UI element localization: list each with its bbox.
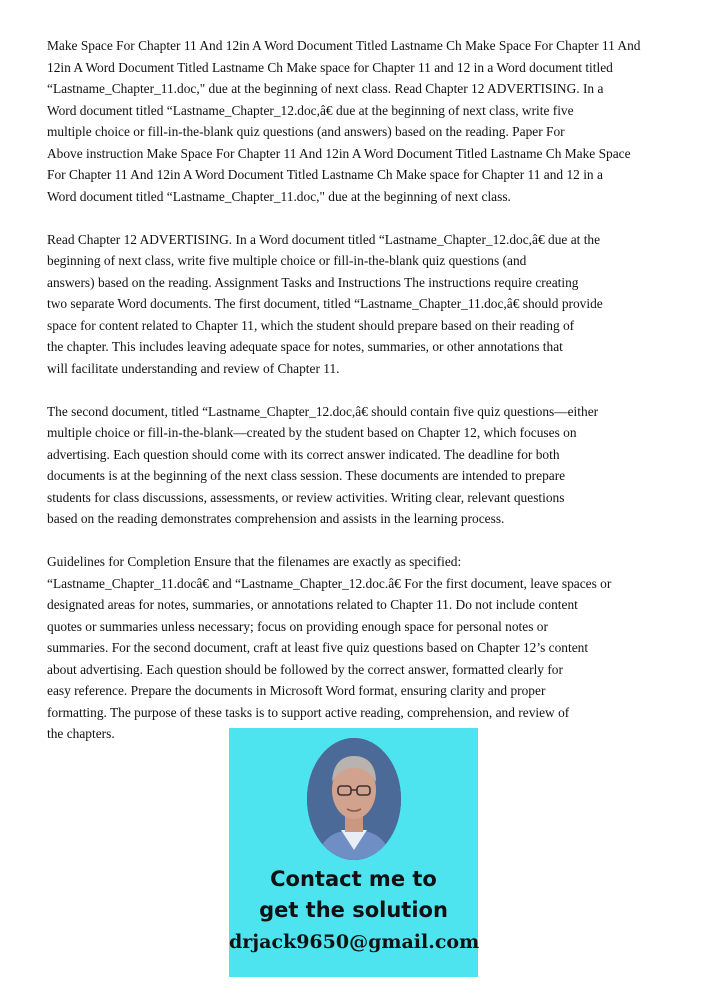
paragraph-3-line: documents is at the beginning of the next class session. These documents are intended to prepare [47, 468, 566, 483]
paragraph-1-line: Word document titled “Lastname_Chapter_12.doc,â€ due at the beginning of next class, write five [47, 102, 574, 118]
paragraph-4-line: designated areas for notes, summaries, or annotations related to Chapter 11. Do not include content [47, 597, 578, 612]
paragraph-4-line: easy reference. Prepare the documents in Microsoft Word format, ensuring clarity and proper [47, 683, 546, 698]
paragraph-4-line: summaries. For the second document, craft at least five quiz questions based on Chapter 12’s content [47, 640, 589, 655]
promo-heading-line1: Contact me to [270, 867, 437, 891]
contact-promo-banner [229, 728, 478, 977]
paragraph-4-line: the chapters. [47, 726, 115, 741]
paragraph-4-line: “Lastname_Chapter_11.docâ€ and “Lastname_Chapter_12.doc.â€ For the first document, leave spaces or [47, 575, 612, 591]
paragraph-1-line: Above instruction Make Space For Chapter 11 And 12in A Word Document Titled Lastname Ch Make Space [47, 145, 631, 161]
paragraph-4-line: about advertising. Each question should be followed by the correct answer, formatted clearly for [47, 661, 563, 677]
paragraph-3-line: multiple choice or fill-in-the-blank—created by the student based on Chapter 12, which focuses on [47, 425, 577, 440]
paragraph-4-line: formatting. The purpose of these tasks is to support active reading, comprehension, and review of [47, 704, 570, 720]
paragraph-1-line: “Lastname_Chapter_11.doc," due at the beginning of next class. Read Chapter 12 ADVERTISING. In a [47, 81, 604, 96]
paragraph-4-line: quotes or summaries unless necessary; focus on providing enough space for personal notes or [47, 618, 548, 634]
paragraph-1-line: Make Space For Chapter 11 And 12in A Word Document Titled Lastname Ch Make Space For Chapter 11 And [47, 38, 641, 53]
paragraph-3-line: students for class discussions, assessments, or review activities. Writing clear, relevant questions [47, 489, 565, 505]
paragraph-2-line: two separate Word documents. The first document, titled “Lastname_Chapter_11.doc,â€ should provide [47, 296, 603, 311]
paragraph-2-line: will facilitate understanding and review of Chapter 11. [47, 360, 340, 376]
paragraph-1-line: 12in A Word Document Titled Lastname Ch Make space for Chapter 11 and 12 in a Word document titled [47, 59, 613, 75]
paragraph-2-line: answers) based on the reading. Assignment Tasks and Instructions The instructions require creating [47, 274, 579, 290]
author-portrait-photo [307, 738, 401, 860]
promo-heading-line2: get the solution [259, 898, 448, 922]
contact-email[interactable]: drjack9650@gmail.com [229, 931, 480, 953]
paragraph-3-line: The second document, titled “Lastname_Chapter_12.doc,â€ should contain five quiz questions—either [47, 403, 599, 419]
paragraph-1-line: For Chapter 11 And 12in A Word Document Titled Lastname Ch Make space for Chapter 11 and 12 in a [47, 167, 603, 182]
paragraph-2-line: beginning of next class, write five multiple choice or fill-in-the-blank quiz questions (and [47, 253, 527, 268]
portrait-image [307, 738, 401, 860]
paragraph-3-line: based on the reading demonstrates comprehension and assists in the learning process. [47, 511, 505, 526]
paragraph-4-line: Guidelines for Completion Ensure that the filenames are exactly as specified: [47, 554, 462, 569]
paragraph-2-line: the chapter. This includes leaving adequate space for notes, summaries, or other annotations that [47, 339, 563, 354]
paragraph-1-line: Word document titled “Lastname_Chapter_11.doc," due at the beginning of next class. [47, 188, 511, 204]
paragraph-2-line: space for content related to Chapter 11, which the student should prepare based on their reading of [47, 317, 575, 333]
paragraph-1-line: multiple choice or fill-in-the-blank quiz questions (and answers) based on the reading. Paper For [47, 124, 565, 139]
paragraph-2-line: Read Chapter 12 ADVERTISING. In a Word document titled “Lastname_Chapter_12.doc,â€ due at the [47, 231, 601, 247]
paragraph-3-line: advertising. Each question should come with its correct answer indicated. The deadline for both [47, 446, 560, 462]
